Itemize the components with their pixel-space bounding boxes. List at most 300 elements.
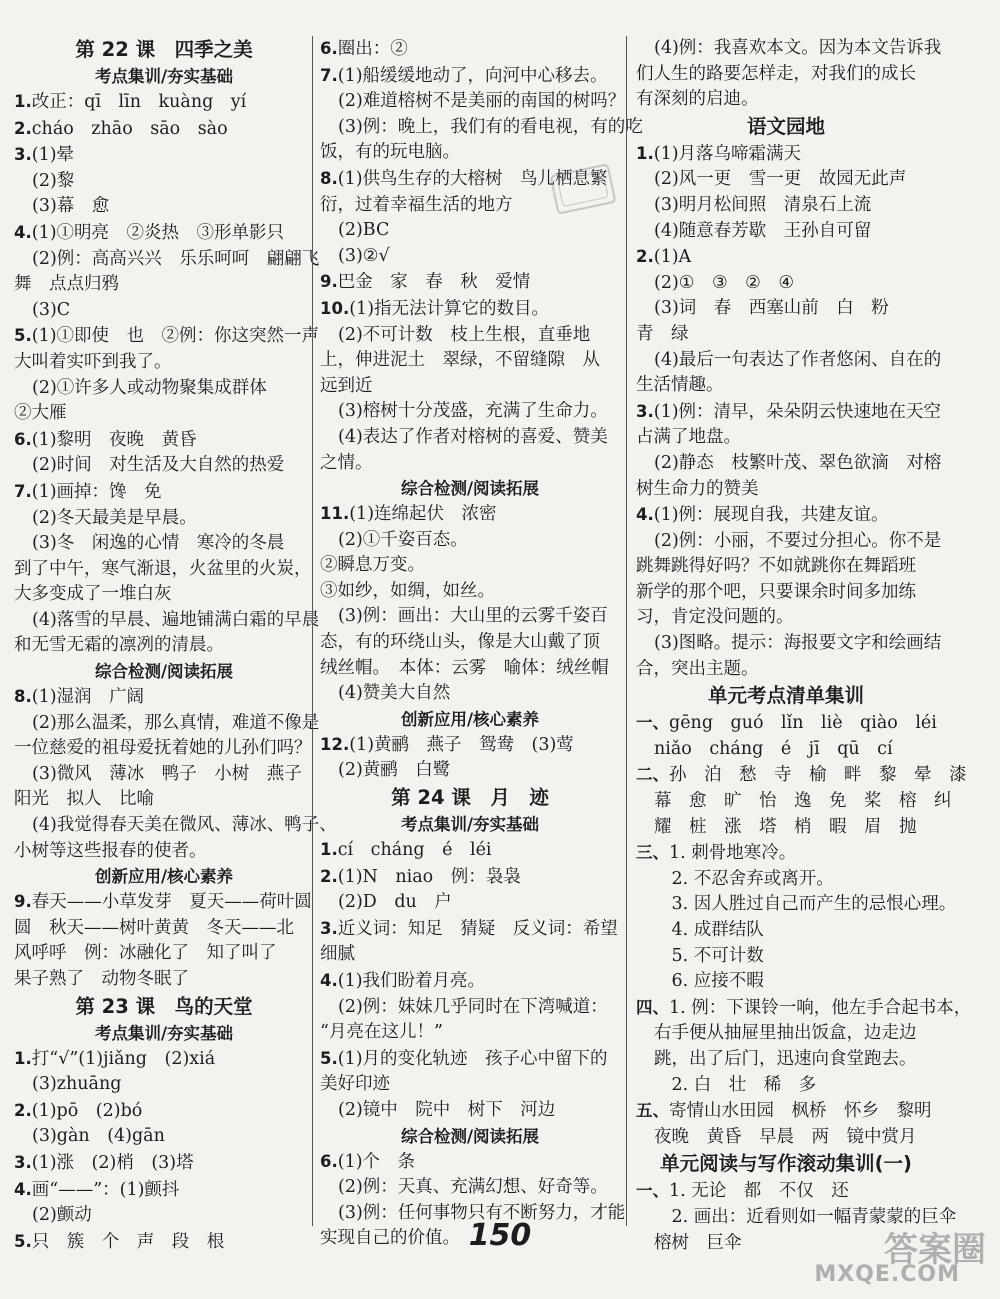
answer-text: (2)黎 (32, 170, 75, 191)
answer-text: (1)湿润 广阔 (31, 687, 145, 708)
answer-line (320, 864, 620, 891)
answer-line (14, 376, 314, 402)
answer-text: cháo zhāo sāo sào (31, 118, 228, 139)
answer-line (636, 631, 942, 657)
answer-line (320, 269, 620, 296)
answer-text: 孙 泊 愁 寺 榆 畔 黎 晕 漆 (669, 765, 967, 786)
answer-line (14, 169, 314, 195)
answer-text: 远到近 (320, 375, 373, 396)
answer-text: 新学的那个吧，只要课余时间多加练 (636, 581, 916, 602)
answer-text: 饭，有的玩电脑。 (320, 142, 460, 163)
answer-line (14, 813, 337, 839)
answer-line (14, 557, 314, 583)
question-number: 四、 (636, 997, 669, 1017)
answer-line (14, 89, 314, 116)
question-number: 9. (320, 272, 338, 292)
answer-text: (2)黄鹂 白鹭 (338, 760, 451, 781)
answer-text: ③如纱，如绸，如丝。 (320, 580, 495, 601)
answer-line (636, 271, 936, 297)
answer-line (636, 373, 936, 399)
answer-line (14, 427, 314, 454)
answer-line (14, 350, 314, 376)
answer-text: 合，突出主题。 (636, 658, 759, 679)
question-number: 3. (636, 401, 654, 421)
answer-text: 春天——小草发芽 夏天——荷叶圆 (31, 892, 312, 913)
answer-text: (4)我觉得春天美在微风、薄冰、鸭子、 (32, 815, 337, 836)
answer-line (320, 995, 620, 1021)
answer-text: 果子熟了 动物冬眠了 (14, 969, 189, 989)
answer-text: (2)难道榕树不是美丽的南国的树吗？ (338, 91, 626, 112)
answer-text: 舞 点点归鸦 (14, 274, 119, 295)
answer-text: (3)图略。提示：海报要文字和绘画结 (654, 633, 942, 654)
answer-line (14, 889, 314, 916)
question-number: 3. (14, 1152, 32, 1172)
answer-text: “月亮在这儿！” (320, 1022, 443, 1043)
answer-text: 跳，出了后门，迅速向食堂跑去。 (654, 1048, 917, 1069)
question-number: 11. (320, 504, 350, 524)
answer-line (636, 789, 952, 815)
question-number: 8. (320, 168, 338, 188)
answer-line (320, 244, 620, 270)
answer-text: 树生命力的赞美 (636, 478, 759, 499)
answer-text: 风呼呼 例：冰融化了 知了叫了 (14, 943, 277, 964)
answer-text: (3)zhuāng (32, 1074, 122, 1095)
answer-text: (1)黄鹂 燕子 鸳鸯 (3)莺 (349, 734, 574, 755)
question-number: 2. (14, 118, 32, 138)
answer-line (636, 244, 936, 271)
answer-text: 只 簇 个 声 段 根 (31, 1231, 225, 1252)
answer-line (14, 1046, 314, 1073)
answer-line (636, 580, 936, 606)
answer-line (320, 968, 620, 995)
watermark-site: MXQE.COM (814, 1262, 960, 1287)
answer-text: (1)连绵起伏 浓密 (349, 504, 497, 525)
answer-line (320, 1175, 620, 1201)
answer-text: (2)不可计数 枝上生根，直垂地 (338, 324, 591, 345)
answer-text: (1)我们盼着月亮。 (337, 971, 486, 991)
question-number: 3. (14, 145, 32, 165)
answer-text: (2)例：妹妹几乎同时在下湾喊道： (338, 996, 608, 1017)
question-number: 1. (320, 840, 338, 860)
answer-text: (2)冬天最美是早晨。 (32, 507, 197, 528)
question-number: 6. (320, 39, 338, 58)
answer-line (636, 399, 942, 426)
answer-line (14, 839, 314, 865)
answer-text: (1)供鸟生存的大榕树 鸟儿栖息繁 (337, 168, 608, 189)
answer-line (320, 348, 620, 374)
answer-text: 6. 应接不暇 (654, 971, 764, 992)
answer-text: (3)gàn (4)gān (32, 1126, 165, 1147)
answer-text: 到了中午，寒气渐退，火盆里的火炭， (14, 558, 312, 579)
answer-text: (1)晕 (31, 145, 75, 166)
question-number: 4. (636, 505, 654, 525)
answer-line (14, 531, 314, 557)
answer-text: 幕 愈 旷 怡 逸 免 桨 榕 纠 (654, 791, 952, 812)
answer-text: (3)C (32, 299, 71, 320)
answer-text: (1)个 条 (337, 1151, 416, 1172)
answer-line (320, 553, 620, 579)
answer-line (14, 736, 314, 762)
answer-text: (3)例：画出：大山里的云雾千姿百 (338, 606, 608, 627)
answer-text: (3)微风 薄冰 鸭子 小树 燕子 (32, 763, 302, 784)
answer-line (320, 399, 620, 425)
answer-line (14, 1150, 314, 1177)
answer-text: cí cháng é léi (337, 840, 492, 861)
answer-line (636, 554, 936, 580)
column-divider (626, 36, 627, 1226)
answer-text: 一位慈爱的祖母爱抚着她的儿孙们吗？ (14, 738, 312, 759)
answer-line (320, 656, 620, 682)
answer-line (14, 608, 320, 634)
answer-line (14, 247, 320, 273)
answer-line (320, 528, 620, 554)
answer-text: 占满了地盘。 (636, 427, 741, 448)
answer-line (636, 657, 936, 683)
answer-line (636, 1021, 936, 1047)
answer-text: 和无雪无霜的凛冽的清晨。 (14, 635, 224, 656)
question-number: 2. (636, 247, 654, 267)
answer-text: (1)①明亮 ②炎热 ③形单影只 (31, 222, 285, 243)
answer-text: 圈出：② (337, 39, 408, 59)
answer-line (636, 918, 936, 944)
answer-line (636, 87, 936, 113)
column-divider (312, 36, 313, 1226)
question-number: 9. (14, 892, 32, 912)
answer-line (14, 479, 314, 506)
answer-text: 跳舞跳得好吗？不如就跳你在舞蹈班 (636, 556, 916, 577)
answer-text: 1. 刺骨地寒冷。 (669, 843, 797, 864)
answer-text: 习，肯定没问题的。 (636, 607, 794, 628)
answer-text: (1)画掉：馋 免 (31, 481, 162, 502)
question-number: 二、 (636, 765, 669, 785)
answer-line (14, 298, 314, 324)
answer-text: (2)镜中 院中 树下 河边 (338, 1099, 556, 1120)
answer-line (320, 89, 626, 115)
answer-text: (3)榕树十分茂盛，充满了生命力。 (338, 401, 608, 422)
answer-text: (1)例：清早，朵朵阴云快速地在天空 (653, 401, 942, 422)
answer-text: 之情。 (320, 452, 373, 473)
answer-line (636, 969, 936, 995)
answer-line (320, 579, 620, 605)
answer-line (320, 1149, 620, 1176)
answer-line (14, 916, 314, 942)
answer-text: 美好印迹 (320, 1074, 390, 1095)
answer-text: 4. 成群结队 (654, 920, 764, 940)
answer-line (636, 1125, 936, 1151)
answer-line (636, 762, 967, 789)
answer-text: 大多变成了一堆白灰 (14, 584, 172, 605)
answer-line (14, 1177, 314, 1204)
section-heading: 综合检测/阅读拓展 (400, 1126, 540, 1146)
answer-line (636, 451, 942, 477)
question-number: 4. (320, 971, 338, 990)
question-number: 2. (14, 1100, 32, 1120)
answer-line (14, 323, 320, 350)
answer-text: 5. 不可计数 (654, 945, 764, 966)
answer-text: gēng guó lǐn liè qiào léi (669, 713, 937, 734)
answer-text: (1)例：展现自我，共建友谊。 (653, 505, 889, 526)
question-number: 3. (320, 918, 338, 938)
lesson-heading: 单元阅读与写作滚动集训(一) (660, 1152, 912, 1176)
section-heading: 综合检测/阅读拓展 (400, 479, 540, 499)
answer-line (636, 322, 936, 348)
answer-text: 巴金 家 春 秋 爱情 (337, 272, 531, 293)
answer-line (14, 194, 314, 220)
answer-text: 画“——”：(1)颤抖 (31, 1179, 180, 1200)
answer-line (636, 710, 936, 737)
answer-text: 2. 不忍舍弃或离开。 (654, 868, 834, 889)
lesson-heading: 第 23 课 鸟的天堂 (75, 994, 253, 1018)
answer-text: 2. 画出：近看则如一幅青蒙蒙的巨伞 (654, 1206, 957, 1227)
answer-text: (2)风一更 雪一更 故园无此声 (654, 169, 907, 190)
answer-line (14, 582, 314, 608)
answer-text: (2)静态 枝繁叶茂、翠色欲滴 对榕 (654, 452, 942, 473)
answer-text: (3)明月松间照 清泉石上流 (654, 194, 872, 215)
section-heading: 创新应用/核心素养 (94, 867, 234, 887)
question-number: 2. (320, 866, 338, 886)
answer-text: 上，伸进泥土 翠绿，不留缝隙 从 (320, 350, 600, 371)
answer-text: 打“√”(1)jiǎng (2)xiá (31, 1048, 216, 1069)
answer-line (320, 63, 620, 90)
answer-text: (4)落雪的早晨、遍地铺满白霜的早晨 (32, 609, 320, 630)
answer-text: 小树等这些报春的使者。 (14, 840, 207, 861)
answer-text: 2. 白 壮 稀 多 (654, 1074, 817, 1095)
answer-text: 夜晚 黄昏 早晨 两 镜中赏月 (654, 1126, 917, 1147)
answer-text: (1)船缓缓地动了，向河中心移去。 (337, 65, 608, 86)
question-number: 4. (14, 1179, 32, 1199)
answer-text: 右手便从抽屉里抽出饭盒，边走边 (654, 1023, 917, 1044)
answer-text: (1)A (653, 247, 692, 268)
question-number: 一、 (636, 1181, 669, 1201)
answer-text: 改正：qī līn kuàng yí (31, 92, 247, 112)
answer-text: ②瞬息万变。 (320, 555, 425, 576)
answer-text: 衍，过着幸福生活的地方 (320, 194, 513, 215)
answer-line (636, 167, 936, 193)
answer-text: (2)BC (338, 220, 390, 241)
answer-line (636, 62, 936, 88)
answer-line (636, 193, 936, 219)
answer-text: (1)N niao 例：袅袅 (337, 866, 521, 887)
answer-line (320, 218, 620, 244)
answer-line (320, 425, 620, 451)
answer-text: (1)黎明 夜晚 黄昏 (31, 429, 197, 450)
answer-text: niǎo cháng é jī qū cí (654, 738, 893, 759)
answer-line (636, 36, 942, 62)
question-number: 6. (14, 429, 32, 449)
answer-text: (2)颤动 (32, 1205, 92, 1226)
answer-text: (4)例：我喜欢本文。因为本文告诉我 (654, 38, 942, 58)
answer-text: 态，有的环绕山头，像是大山戴了顶 (320, 632, 600, 653)
question-number: 7. (14, 481, 32, 501)
answer-line (14, 1124, 314, 1150)
answer-text: 实现自己的价值。 (320, 1228, 460, 1249)
question-number: 10. (320, 298, 350, 318)
answer-text: (2)①许多人或动物聚集成群体 (32, 377, 267, 398)
question-number: 12. (320, 734, 350, 754)
answer-line (320, 732, 620, 759)
answer-text: (3)例：晚上，我们有的看电视，有的吃 (338, 116, 643, 137)
answer-line (636, 840, 936, 867)
answer-line (320, 1020, 620, 1046)
answer-line (14, 762, 314, 788)
answer-line (636, 141, 936, 168)
question-number: 5. (320, 1048, 338, 1068)
answer-text: (4)随意春芳歇 王孙自可留 (654, 220, 872, 241)
answer-text: (2)例：天真、充满幻想、好奇等。 (338, 1177, 608, 1198)
answer-text: 细腻 (320, 944, 355, 965)
answer-text: (2)① ③ ② ④ (654, 272, 795, 293)
answer-text: 有深刻的启迪。 (636, 89, 759, 110)
question-number: 1. (14, 1048, 32, 1068)
answer-line (320, 115, 643, 141)
answer-line (320, 758, 620, 784)
question-number: 7. (320, 65, 338, 85)
answer-line (14, 711, 320, 737)
section-heading: 考点集训/夯实基础 (94, 67, 234, 86)
question-number: 6. (320, 1151, 338, 1171)
page-number: 150 (468, 1218, 532, 1253)
question-number: 4. (14, 222, 32, 242)
answer-line (320, 374, 620, 400)
answer-text: 1. 无论 都 不仅 还 (669, 1181, 849, 1202)
answer-line (14, 1072, 314, 1098)
question-number: 五、 (636, 1101, 669, 1121)
answer-line (14, 967, 314, 993)
lesson-heading: 第 24 课 月 迹 (391, 786, 549, 810)
answer-text: (4)赞美大自然 (338, 683, 451, 704)
answer-text: 寄情山水田园 枫桥 怀乡 黎明 (669, 1101, 932, 1122)
answer-line (636, 892, 957, 918)
question-number: 1. (14, 92, 32, 111)
answer-line (636, 737, 936, 763)
answer-text: 大叫着实吓到我了。 (14, 351, 172, 372)
answer-line (320, 36, 620, 63)
answer-line (14, 220, 314, 247)
answer-text: (4)表达了作者对榕树的喜爱、赞美 (338, 426, 608, 447)
answer-text: (1)指无法计算它的数目。 (349, 298, 550, 319)
answer-text: (1)月的变化轨迹 孩子心中留下的 (337, 1048, 608, 1069)
question-number: 8. (14, 687, 32, 707)
answer-line (636, 1073, 936, 1099)
answer-text: (3)冬 闲逸的心情 寒冷的冬晨 (32, 533, 285, 554)
answer-line (320, 837, 620, 864)
section-heading: 创新应用/核心素养 (400, 709, 540, 729)
question-number: 1. (636, 143, 654, 163)
answer-line (14, 684, 314, 711)
answer-line (14, 506, 314, 532)
answer-text: (2)例：小丽，不要过分担心。你不是 (654, 530, 942, 551)
answer-line (636, 944, 936, 970)
answer-line (636, 605, 936, 631)
answer-line (14, 272, 314, 298)
answer-line (320, 1072, 620, 1098)
answer-text: 近义词：知足 猜疑 反义词：希望 (337, 918, 618, 939)
answer-text: (3)例：任何事物只有不断努力，才能 (338, 1202, 626, 1223)
answer-text: (4)最后一句表达了作者悠闲、自在的 (654, 349, 942, 370)
answer-text: (2)例：高高兴兴 乐乐呵呵 翩翩飞 (32, 248, 320, 269)
answer-line (14, 453, 314, 479)
answer-text: (1)①即使 也 ②例：你这突然一声 (31, 326, 320, 347)
answer-line (636, 867, 936, 893)
answer-line (14, 401, 314, 427)
answer-line (320, 681, 620, 707)
lesson-heading: 单元考点清单集训 (707, 684, 864, 708)
answer-text: 耀 桩 涨 塔 梢 暇 眉 抛 (654, 816, 917, 837)
section-heading: 综合检测/阅读拓展 (94, 662, 234, 682)
answer-text: (3)幕 愈 (32, 196, 110, 217)
answer-text: 圆 秋天——树叶黄黄 冬天——北 (14, 917, 294, 938)
answer-text: (2)①千姿百态。 (338, 529, 468, 550)
answer-line (14, 142, 314, 169)
section-heading: 考点集训/夯实基础 (94, 1023, 234, 1043)
answer-line (320, 916, 620, 943)
answer-line (636, 425, 936, 451)
answer-text: 们人生的路要怎样走，对我们的成长 (636, 63, 916, 84)
answer-text: 绒丝帽。 本体：云雾 喻体：绒丝帽 (320, 657, 609, 678)
lesson-heading: 语文园地 (746, 114, 825, 138)
answer-line (320, 1098, 620, 1124)
answer-text: (1)涨 (2)梢 (3)塔 (31, 1152, 194, 1173)
answer-line (636, 296, 936, 322)
answer-line (320, 451, 620, 477)
answer-line (320, 296, 620, 323)
answer-line (636, 348, 942, 374)
answer-line (320, 630, 620, 656)
answer-text: 3. 因人胜过自己而产生的忌恨心理。 (654, 894, 957, 915)
answer-text: 1. 例：下课铃一响，他左手合起书本， (669, 997, 972, 1018)
answer-line (636, 502, 936, 529)
answer-text: (3)②√ (338, 245, 390, 266)
answer-line (14, 633, 314, 659)
stamp-icon (548, 162, 618, 216)
column-middle (320, 36, 643, 1252)
answer-text: 阳光 拟人 比喻 (14, 789, 154, 810)
answer-line (320, 501, 620, 528)
answer-line (320, 1046, 620, 1073)
answer-line (636, 1178, 936, 1205)
answer-line (636, 219, 936, 245)
question-number: 一、 (636, 713, 669, 733)
answer-text: (1)月落乌啼霜满天 (653, 143, 802, 164)
answer-line (320, 323, 620, 349)
answer-text: (2)D du 户 (338, 892, 452, 913)
answer-line (14, 941, 314, 967)
answer-text: 榕树 巨伞 (654, 1232, 742, 1253)
answer-line (320, 942, 620, 968)
watermark-logo: 答案圈 (884, 1230, 986, 1270)
answer-line (14, 1098, 314, 1125)
question-number: 5. (14, 1231, 32, 1251)
answer-text: 青 绿 (636, 323, 689, 344)
answer-line (636, 1047, 936, 1073)
answer-text: (3)词 春 西塞山前 白 粉 (654, 298, 889, 319)
answer-line (636, 1098, 936, 1125)
question-number: 三、 (636, 843, 669, 863)
answer-text: (2)时间 对生活及大自然的热爱 (32, 455, 285, 476)
question-number: 5. (14, 326, 32, 346)
answer-text: (1)pō (2)bó (31, 1100, 143, 1121)
answer-text: ②大雁 (14, 403, 67, 424)
answer-line (636, 815, 936, 841)
section-heading: 考点集训/夯实基础 (400, 815, 540, 835)
answer-line (320, 890, 620, 916)
answer-line (636, 529, 942, 555)
answer-text: 生活情趣。 (636, 375, 724, 396)
answer-text: (2)那么温柔，那么真情，难道不像是 (32, 712, 320, 733)
answer-line (636, 477, 936, 503)
answer-line (636, 995, 972, 1022)
lesson-heading: 第 22 课 四季之美 (75, 38, 253, 61)
